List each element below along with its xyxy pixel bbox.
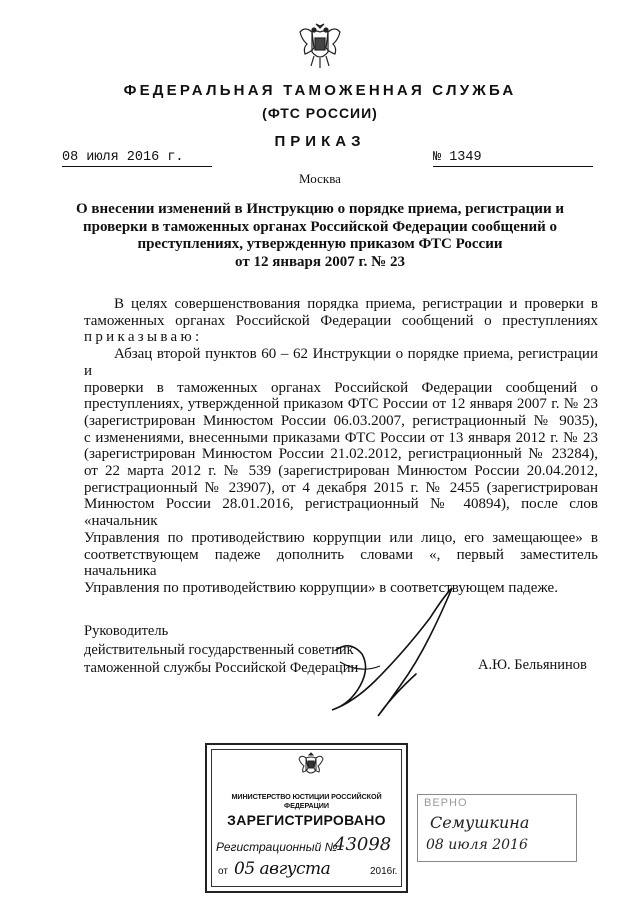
paragraph-line: Абзац второй пунктов 60 – 62 Инструкции о порядке приема, регистрации и	[84, 346, 598, 379]
signer-name: А.Ю. Бельянинов	[478, 657, 587, 673]
paragraph-line: регистрационный № 23907), от 4 декабря 2015 г. № 2455 (зарегистрирован	[84, 479, 598, 496]
signatory-line: таможенной службы Российской Федерации	[84, 660, 359, 676]
document-type: ПРИКАЗ	[274, 133, 366, 150]
stamp-date-prefix: от	[218, 866, 228, 877]
preamble-line: таможенных органах Российской Федерации сообщений о преступлениях	[84, 312, 598, 329]
stamp-ministry: МИНИСТЕРСТВО ЮСТИЦИИ РОССИЙСКОЙ ФЕДЕРАЦИИ	[231, 792, 382, 810]
order-date: 08 июля 2016 г.	[62, 150, 212, 167]
order-word: приказываю:	[84, 329, 203, 346]
copy-stamp-label: ВЕРНО	[424, 797, 468, 809]
subject-line: проверки в таможенных органах Российской Федерации сообщений о	[82, 218, 558, 235]
order-number: № 1349	[433, 150, 593, 167]
city: Москва	[299, 171, 341, 186]
subject-line: преступлениях, утвержденную приказом ФТС России	[137, 236, 503, 252]
paragraph-line: (зарегистрирован Минюстом России 21.02.2012, регистрационный № 23284),	[84, 446, 598, 463]
document-subject	[60, 201, 580, 271]
paragraph-line: преступлениях, утвержденной приказом ФТС России от 12 января 2007 г. № 23	[84, 396, 598, 413]
handwritten-signature	[320, 582, 490, 722]
signatory-title	[84, 622, 358, 678]
document-body	[84, 296, 598, 597]
stamp-number-label: Регистрационный №	[216, 840, 338, 854]
preamble-line: В целях совершенствования порядка приема, регистрации и проверки в	[114, 296, 598, 312]
signatory-line: действительный государственный советник	[84, 641, 354, 658]
paragraph-line: Управления по противодействию коррупции или лицо, его замещающее» в	[84, 529, 598, 546]
paragraph-line: (зарегистрирован Минюстом России 06.03.2007, регистрационный № 9035),	[84, 412, 598, 429]
stamp-number-value: 43098	[334, 834, 392, 855]
copy-stamp-date: 08 июля 2016	[426, 837, 528, 853]
paragraph-line: от 22 марта 2012 г. № 539 (зарегистрирован Минюстом России 20.04.2012,	[84, 463, 598, 480]
paragraph-line: Минюстом России 28.01.2016, регистрационный № 40894), после слов «начальник	[84, 496, 598, 530]
russian-coat-of-arms-icon	[298, 752, 324, 782]
paragraph-line: с изменениями, внесенными приказами ФТС России от 13 января 2012 г. № 23	[84, 429, 598, 446]
paragraph-line: соответствующем падеже дополнить словами «, первый заместитель начальника	[84, 546, 598, 580]
stamp-registered: ЗАРЕГИСТРИРОВАНО	[227, 812, 386, 828]
registration-stamp	[205, 743, 408, 893]
paragraph-line: проверки в таможенных органах Российской Федерации сообщений о	[84, 379, 598, 396]
true-copy-stamp	[417, 794, 577, 862]
subject-line: О внесении изменений в Инструкцию о порядке приема, регистрации и	[76, 201, 564, 217]
stamp-frame	[211, 749, 402, 887]
signatory-line: Руководитель	[84, 623, 169, 639]
subject-line: от 12 января 2007 г. № 23	[235, 253, 405, 270]
paragraph-line: Управления по противодействию коррупции» в соответствующем падеже.	[84, 579, 558, 596]
agency-short-name: (ФТС РОССИИ)	[262, 105, 378, 121]
stamp-date-value: 05 августа	[234, 859, 331, 879]
copy-stamp-name: Семушкина	[430, 813, 530, 832]
russian-coat-of-arms-icon	[297, 22, 343, 72]
stamp-date-year: 2016г.	[370, 866, 398, 877]
agency-full-name: ФЕДЕРАЛЬНАЯ ТАМОЖЕННАЯ СЛУЖБА	[123, 82, 517, 99]
